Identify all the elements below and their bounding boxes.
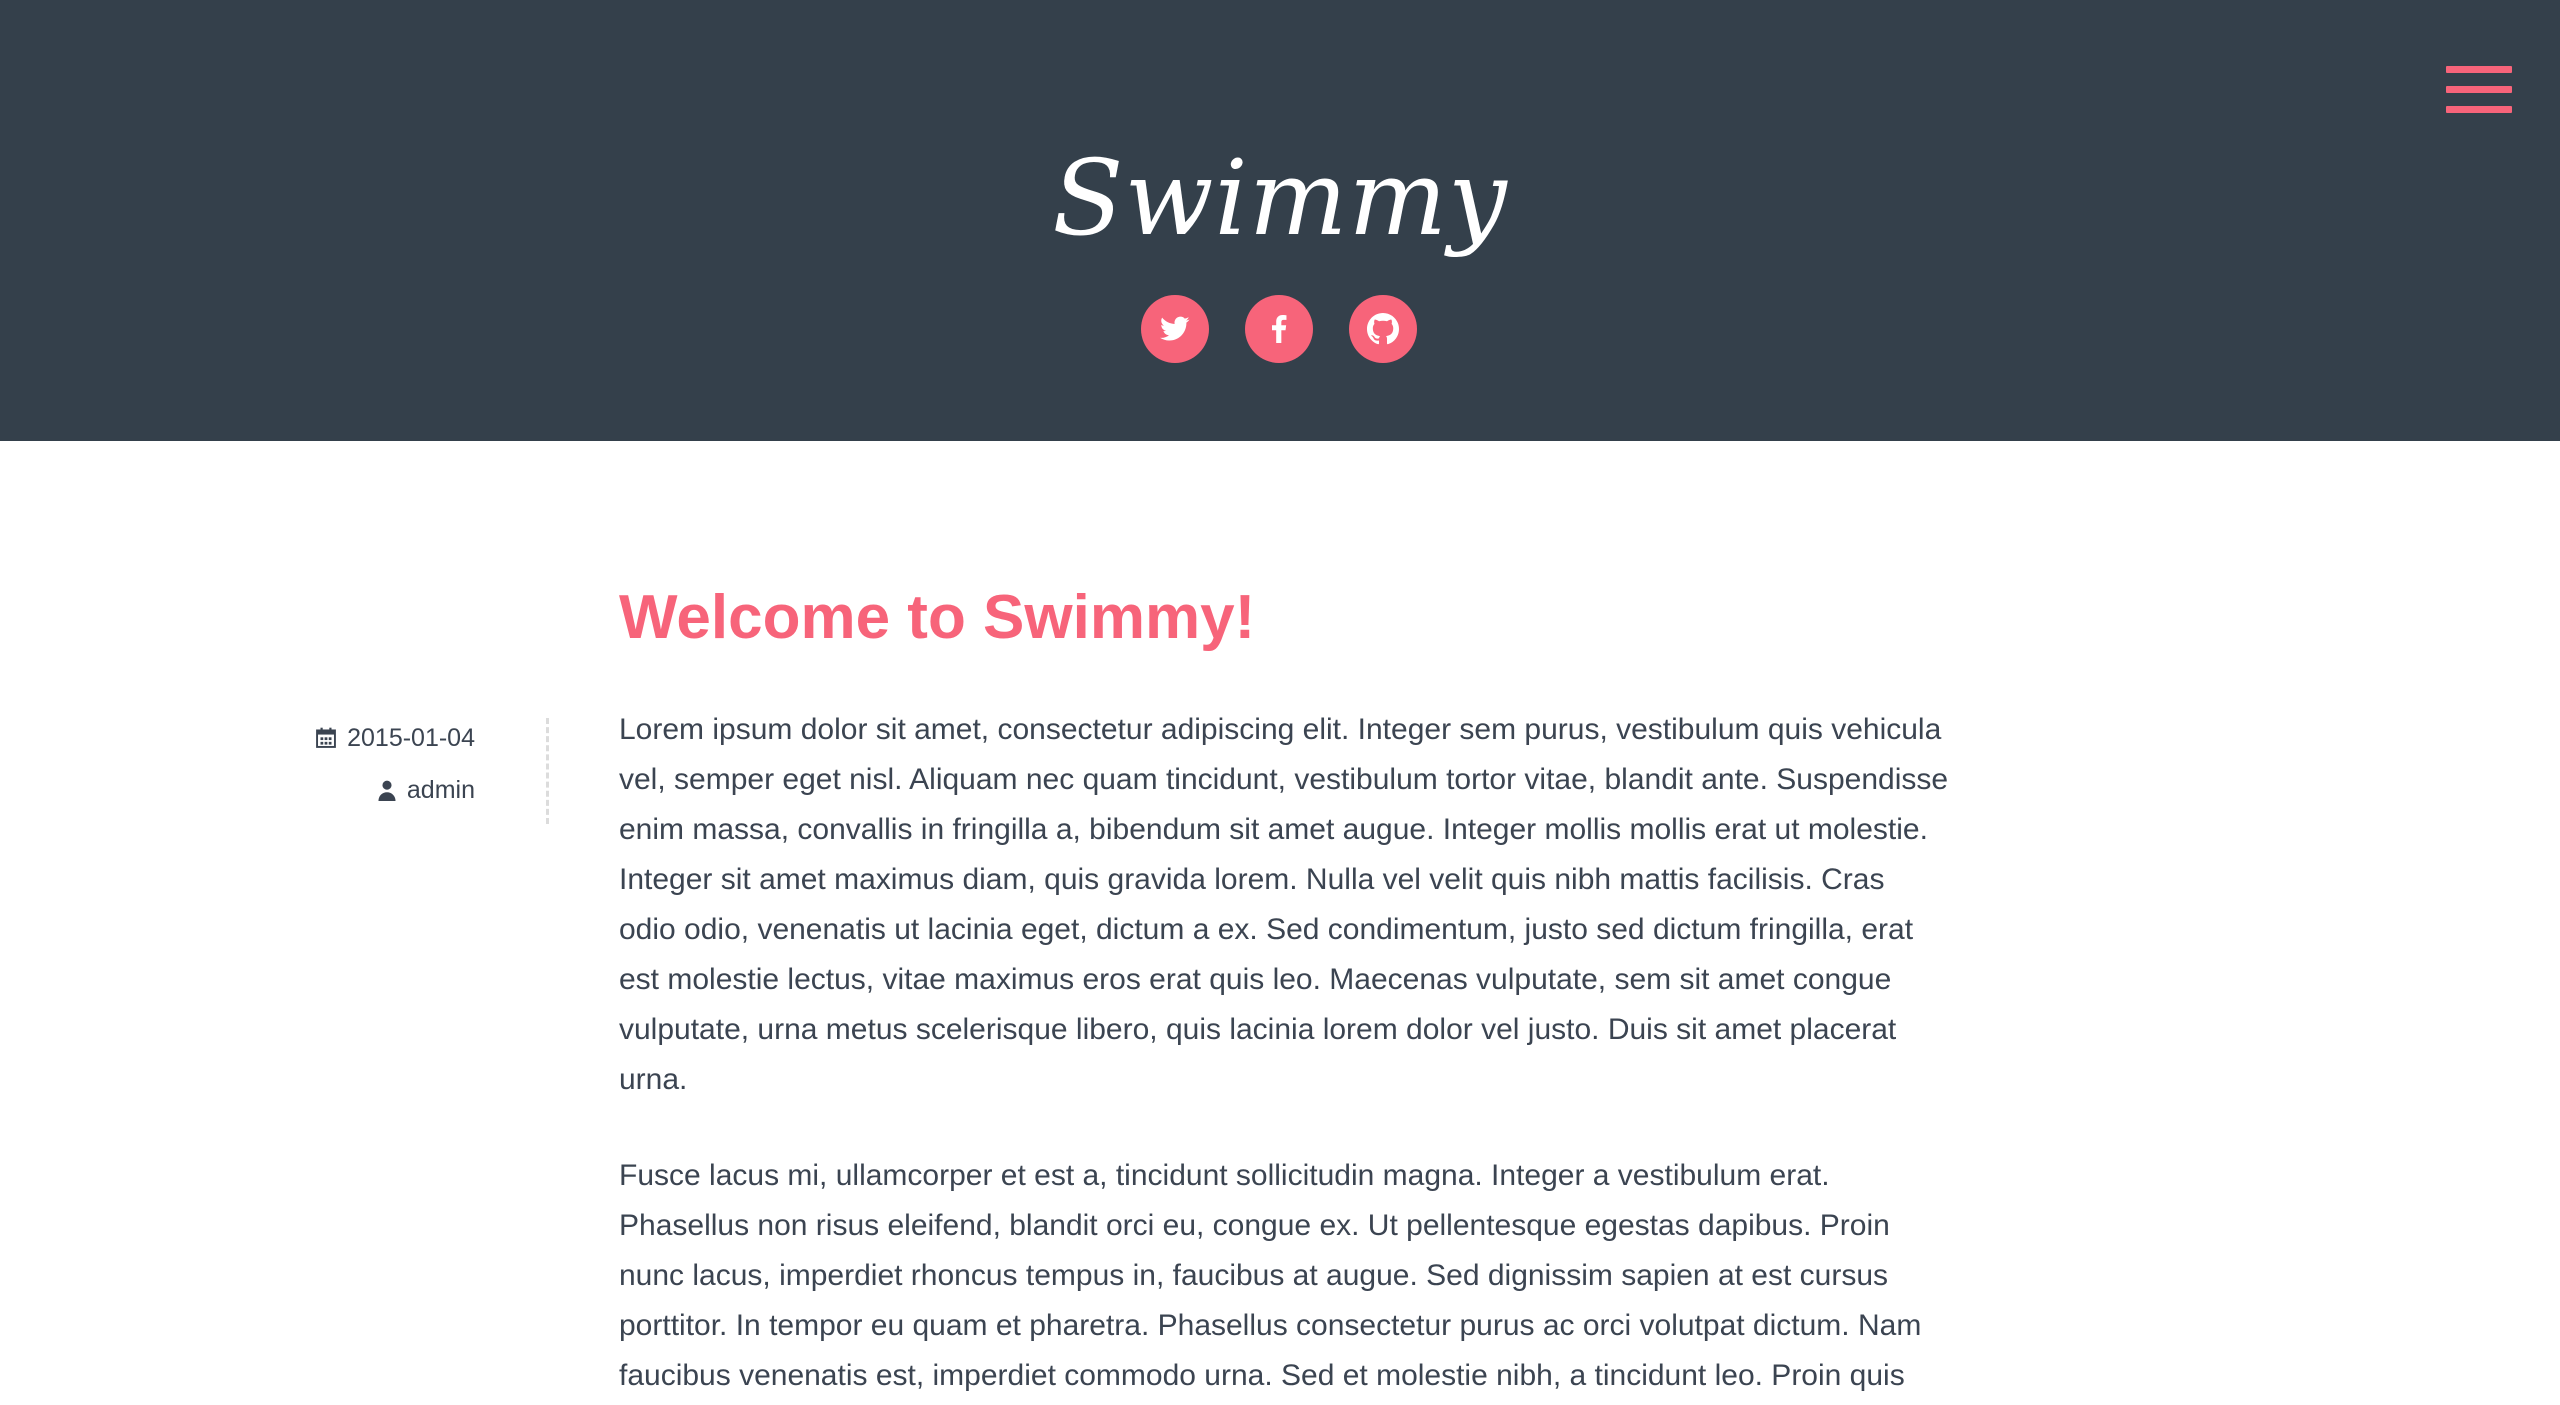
twitter-icon: [1160, 316, 1190, 342]
post-paragraph: Fusce lacus mi, ullamcorper et est a, tincidunt sollicitudin magna. Integer a vestibulum erat. Phasellus non risus eleifend, blandit orci eu, congue ex. Ut pellentesque egestas dapibus. Proin nunc lacus, imperdiet rhoncus tempus in, faucibus at augue. Sed dignissim sapien at est cursus porttitor. In tempor eu quam et pharetra. Phasellus consectetur purus ac orci volutpat dictum. Nam faucibus venenatis est, imperdiet commodo urna. Sed et molestie nibh, a tincidunt leo. Proin quis: [619, 1159, 1922, 1392]
menu-bar-top: [2446, 66, 2512, 73]
social-links: [0, 295, 2560, 363]
github-icon: [1367, 313, 1399, 345]
post-meta: [250, 718, 549, 824]
calendar-icon: [315, 727, 337, 749]
post-author: [377, 773, 475, 807]
facebook-icon: [1271, 315, 1287, 343]
post-body: [619, 705, 1949, 1405]
twitter-button[interactable]: [1141, 295, 1209, 363]
post-date-text: 2015-01-04: [347, 723, 475, 752]
facebook-button[interactable]: [1245, 295, 1313, 363]
user-icon: [377, 779, 397, 801]
site-title[interactable]: Swimmy: [1052, 137, 1508, 259]
github-button[interactable]: [1349, 295, 1417, 363]
post-author-text[interactable]: admin: [406, 775, 475, 804]
post-paragraph: Lorem ipsum dolor sit amet, consectetur adipiscing elit. Integer sem purus, vestibulum quis vehicula vel, semper eget nisl. Aliquam nec quam tincidunt, vestibulum tortor vitae, blandit ante. Suspendisse enim massa, convallis in fringilla a, bibendum sit amet augue. Integer mollis mollis erat ut molestie. Integer sit amet maximus diam, quis gravida lorem. Nulla vel velit quis nibh mattis facilisis. Cras odio odio, venenatis ut lacinia eget, dictum a ex. Sed condimentum, justo sed dictum fringilla, erat est molestie lectus, vitae maximus eros erat quis leo. Maecenas vulputate, sem sit amet congue vulputate, urna metus scelerisque libero, quis lacinia lorem dolor vel justo. Duis sit amet placerat urna.: [619, 713, 1949, 1096]
site-header: [0, 0, 2560, 441]
post-date: [315, 721, 475, 755]
menu-bar-middle: [2446, 86, 2512, 93]
post-title[interactable]: Welcome to Swimmy!: [619, 583, 1256, 652]
menu-bar-bottom: [2446, 106, 2512, 113]
hamburger-menu-icon[interactable]: [2446, 66, 2512, 112]
